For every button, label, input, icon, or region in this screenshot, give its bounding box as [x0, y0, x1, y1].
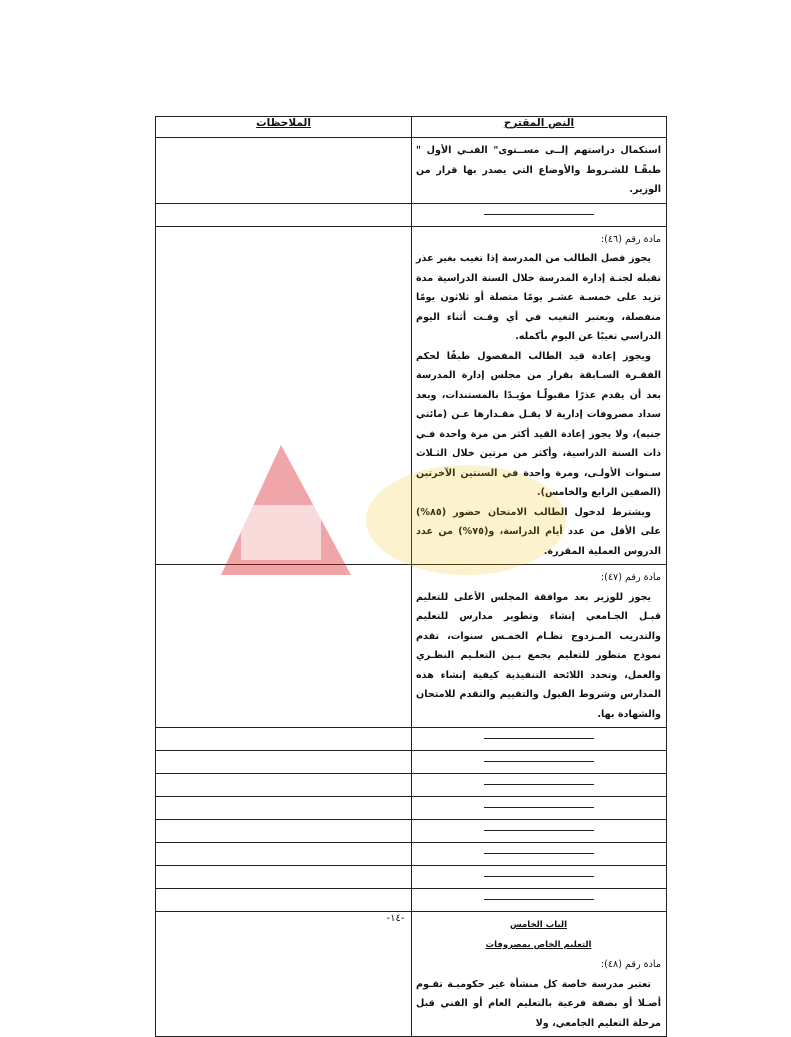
article-47: [412, 565, 666, 727]
chapter-subtitle: التعليم الخاص بمصروفات: [485, 940, 592, 950]
paragraph: ويشترط لدخول الطالب الامتحان حضور (٨٥%) على الأقل من عدد أيام الدراسة، و(٧٥%) من عدد الدروس العملية المقررة.: [416, 506, 661, 557]
table-row: [156, 203, 667, 226]
article-title: مادة رقم (٤٧):: [600, 572, 661, 583]
notes-cell: [156, 565, 412, 728]
table-row: [156, 889, 667, 912]
notes-cell: [156, 203, 412, 226]
notes-cell: [156, 226, 412, 565]
separator-line: [484, 784, 594, 785]
paragraph: يجوز فصل الطالب من المدرسة إذا تغيب بغير عذر تقبله لجنـة إدارة المدرسة خلال السنة الدراسية مدة تزيد على خمسـة عشـر يومًا متصلة أو ثلاثون يومًا منفصلة، ويعتبر التغيب في أي وقـت أثناء اليوم الدراسي تغيبًا عن اليوم بأكمله.: [416, 253, 661, 342]
header-notes: الملاحظات: [156, 117, 412, 138]
table-header-row: [156, 117, 667, 138]
table-row: [156, 797, 667, 820]
table-row: [156, 820, 667, 843]
table-row: [156, 774, 667, 797]
table-row: [156, 226, 667, 565]
table-row: [156, 138, 667, 204]
table-row: [156, 912, 667, 1037]
notes-cell: [156, 912, 412, 1037]
table-row: [156, 728, 667, 751]
article-title: مادة رقم (٤٦):: [600, 233, 661, 245]
separator-line: [484, 761, 594, 762]
notes-cell: [156, 138, 412, 204]
table-row: [156, 843, 667, 866]
table-row: [156, 751, 667, 774]
chapter-title: الباب الخامس: [510, 920, 567, 930]
table-row: [156, 565, 667, 728]
row-text: استكمال دراستهم إلــى مســتوى" الفنـي الأول " طبقًـا للشـروط والأوضاع التي يصدر بها قرار من الوزير.: [416, 145, 661, 195]
table-row: [156, 866, 667, 889]
paragraph: تعتبر مدرسة خاصة كل منشأة غير حكوميـة تقـوم أصـلا أو بصفة فرعية بالتعليم العام أو الفني قبل مرحلة التعليم الجامعي، ولا: [416, 978, 661, 1029]
separator-line: [484, 853, 594, 854]
separator-line: [484, 807, 594, 808]
separator-line: [484, 214, 594, 215]
chapter-5: [412, 912, 666, 1036]
header-proposed-text: النص المقترح: [412, 117, 667, 138]
separator-line: [484, 738, 594, 739]
separator-line: [484, 830, 594, 831]
paragraph: يجوز للوزير بعد موافقة المجلس الأعلى للتعليم قبـل الجـامعي إنشاء وتطوير مدارس للتعليم والتدريب المـزدوج نظـام الخمـس سنوات، تقدم نموذج متطور للتعليم يجمع بـين التعلـيم النظـري والعمل، وتحدد اللائحة التنفيذية كيفية إنشاء هذه المدارس وشروط القبول والتقييم والتقدم للامتحان والشهادة بها.: [416, 591, 661, 720]
paragraph: ويجوز إعادة قيد الطالب المفصول طبقًا لحكم الفقـرة السـابقة بقرار من مجلس إدارة المدرسة بعد أن يقدم عذرًا مقبولًـا مؤيـدًا بالمستندات، وبعد سداد مصروفات إدارية لا يقـل مقـدارها عـن (مائتي جنيه)، ولا يجوز إعادة القيد أكثر من مرة واحدة فـي ذات السنة الدراسية، وأكثر من مرتين خلال الثـلاث سـنوات الأولـى، ومرة واحدة في السنتين الآخرتين (الصفين الرابع والخامس).: [416, 350, 661, 498]
comparison-table: [155, 116, 667, 1037]
article-46: [412, 227, 666, 565]
page-number: -١٤-: [386, 913, 405, 924]
article-title: مادة رقم (٤٨):: [600, 959, 661, 970]
watermark-text: EgyMoe: [67, 523, 125, 538]
separator-line: [484, 876, 594, 877]
separator-line: [484, 899, 594, 900]
